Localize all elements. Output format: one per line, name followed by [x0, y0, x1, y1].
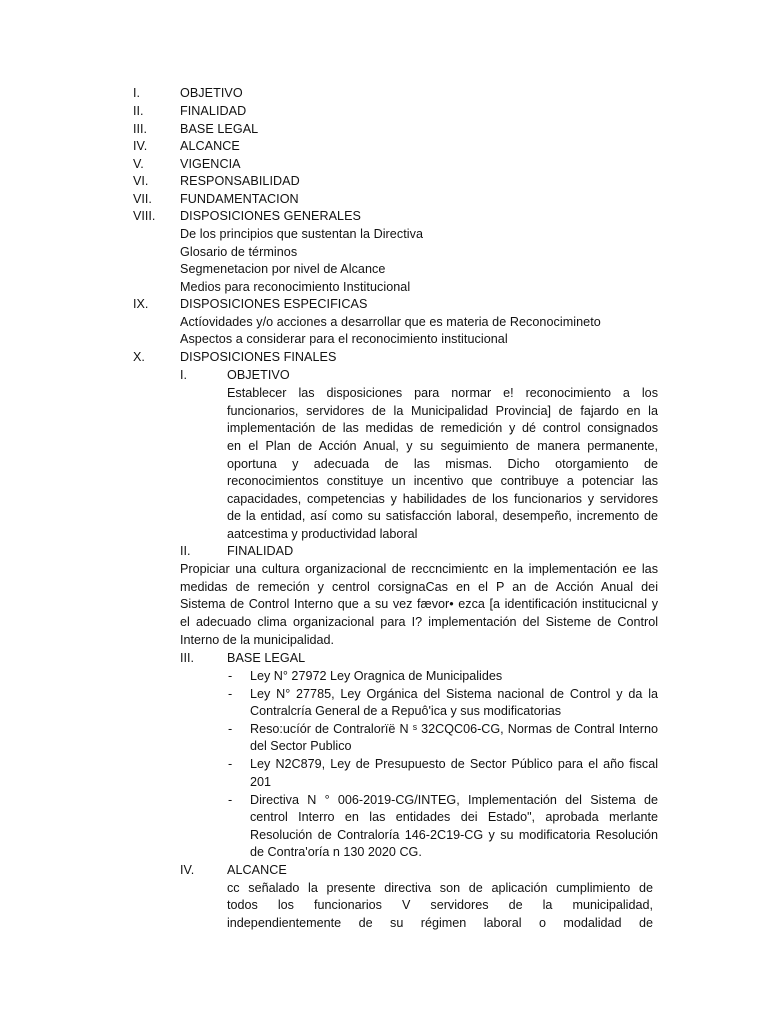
section-number: II.: [180, 544, 191, 558]
toc-entry: FINALIDAD: [180, 104, 247, 118]
toc-subentry: Medios para reconocimiento Institucional: [180, 280, 411, 294]
list-bullet: -: [228, 669, 233, 683]
paragraph-line: el adecuado clima organizacional para I? implementación del Sisteme de Control: [180, 615, 658, 629]
section-title: BASE LEGAL: [227, 651, 306, 665]
toc-subentry: Actíovidades y/o acciones a desarrollar que es materia de Reconocimineto: [180, 315, 601, 329]
section-number: III.: [180, 651, 194, 665]
paragraph-line: reconocimientos constituye un incentivo que contribuye a potenciar las: [227, 474, 658, 488]
toc-number: IX.: [133, 297, 149, 311]
list-bullet: -: [228, 793, 233, 807]
paragraph-line: Establecer las disposiciones para normar e! reconocimiento a los: [227, 386, 658, 400]
toc-entry: BASE LEGAL: [180, 122, 259, 136]
toc-entry: DISPOSICIONES FINALES: [180, 350, 337, 364]
toc-subentry: De los principios que sustentan la Directiva: [180, 227, 423, 241]
legal-item-line: Contralcría General de a Repuô'ica y sus modificatorias: [250, 704, 562, 718]
paragraph-line: Interno de la municipalidad.: [180, 633, 335, 647]
paragraph-line: Propiciar una cultura organizacional de reccncimientc en la implementación ee las: [180, 562, 658, 576]
toc-entry: FUNDAMENTACION: [180, 192, 299, 206]
section-title: FINALIDAD: [227, 544, 294, 558]
toc-entry: ALCANCE: [180, 139, 240, 153]
section-number: I.: [180, 368, 187, 382]
toc-number: VII.: [133, 192, 152, 206]
toc-number: III.: [133, 122, 147, 136]
legal-item-line: Reso:ucíór de Contralorïë N ˢ 32CQC06-CG, Normas de Contral Interno: [250, 722, 658, 736]
toc-number: X.: [133, 350, 145, 364]
toc-number: I.: [133, 86, 140, 100]
toc-entry: OBJETIVO: [180, 86, 243, 100]
paragraph-line: capacidades, competencias y habilidades de los funcionarios y servidores: [227, 492, 658, 506]
paragraph-line: independientemente de su régimen laboral o modalidad de: [227, 916, 653, 930]
toc-number: VI.: [133, 174, 149, 188]
list-bullet: -: [228, 687, 233, 701]
toc-entry: RESPONSABILIDAD: [180, 174, 300, 188]
legal-item-line: Ley N2C879, Ley de Presupuesto de Sector Público para el año fiscal: [250, 757, 658, 771]
toc-subentry: Segmenetacion por nivel de Alcance: [180, 262, 386, 276]
section-title: ALCANCE: [227, 863, 287, 877]
paragraph-line: oportuna y adecuada de las mismas. Dicho otorgamiento de: [227, 457, 658, 471]
legal-item-line: Ley N° 27785, Ley Orgánica del Sistema nacional de Control y da la: [250, 687, 658, 701]
legal-item-line: Ley N° 27972 Ley Oragnica de Municipalides: [250, 669, 503, 683]
paragraph-line: medidas de remeción y centrol corsignaCas en el P an de Acción Anual dei: [180, 580, 658, 594]
toc-number: IV.: [133, 139, 148, 153]
list-bullet: -: [228, 757, 233, 771]
list-bullet: -: [228, 722, 233, 736]
legal-item-line: del Sector Publico: [250, 739, 352, 753]
legal-item-line: Directiva N ° 006-2019-CG/INTEG, Implementación del Sistema de: [250, 793, 658, 807]
section-title: OBJETIVO: [227, 368, 290, 382]
toc-number: VIII.: [133, 209, 156, 223]
paragraph-line: en el Plan de Acción Anual, y su seguimiento de manera permanente,: [227, 439, 658, 453]
section-number: IV.: [180, 863, 195, 877]
legal-item-line: Resolución de Contraloría 146-2C19-CG y su modificatoria Resolución: [250, 828, 658, 842]
paragraph-line: Sistema de Control Interno que a su vez fævor• ezca [a identificación institucicnal y: [180, 597, 658, 611]
legal-item-line: de Contra'oría n 130 2020 CG.: [250, 845, 422, 859]
paragraph-line: aatcestima y productividad laboral: [227, 527, 418, 541]
toc-entry: DISPOSICIONES GENERALES: [180, 209, 362, 223]
legal-item-line: 201: [250, 775, 272, 789]
toc-number: V.: [133, 157, 144, 171]
toc-subentry: Glosario de términos: [180, 245, 298, 259]
paragraph-line: funcionarios, servidores de la Municipalidad Provincia] de fajardo en la: [227, 404, 658, 418]
paragraph-line: cc señalado la presente directiva son de aplicación cumplimiento de: [227, 881, 653, 895]
paragraph-line: implementación de las medidas de remedición y dé control consignados: [227, 421, 658, 435]
toc-number: II.: [133, 104, 144, 118]
toc-entry: DISPOSICIONES ESPECIFICAS: [180, 297, 368, 311]
paragraph-line: todos los funcionarios V servidores de la municipalidad,: [227, 898, 653, 912]
legal-item-line: centrol Interro en las entidades dei Estado", aprobada merlante: [250, 810, 658, 824]
toc-entry: VIGENCIA: [180, 157, 241, 171]
toc-subentry: Aspectos a considerar para el reconocimiento institucional: [180, 332, 508, 346]
paragraph-line: de la entidad, así como su satisfacción laboral, desempeño, incremento de: [227, 509, 658, 523]
